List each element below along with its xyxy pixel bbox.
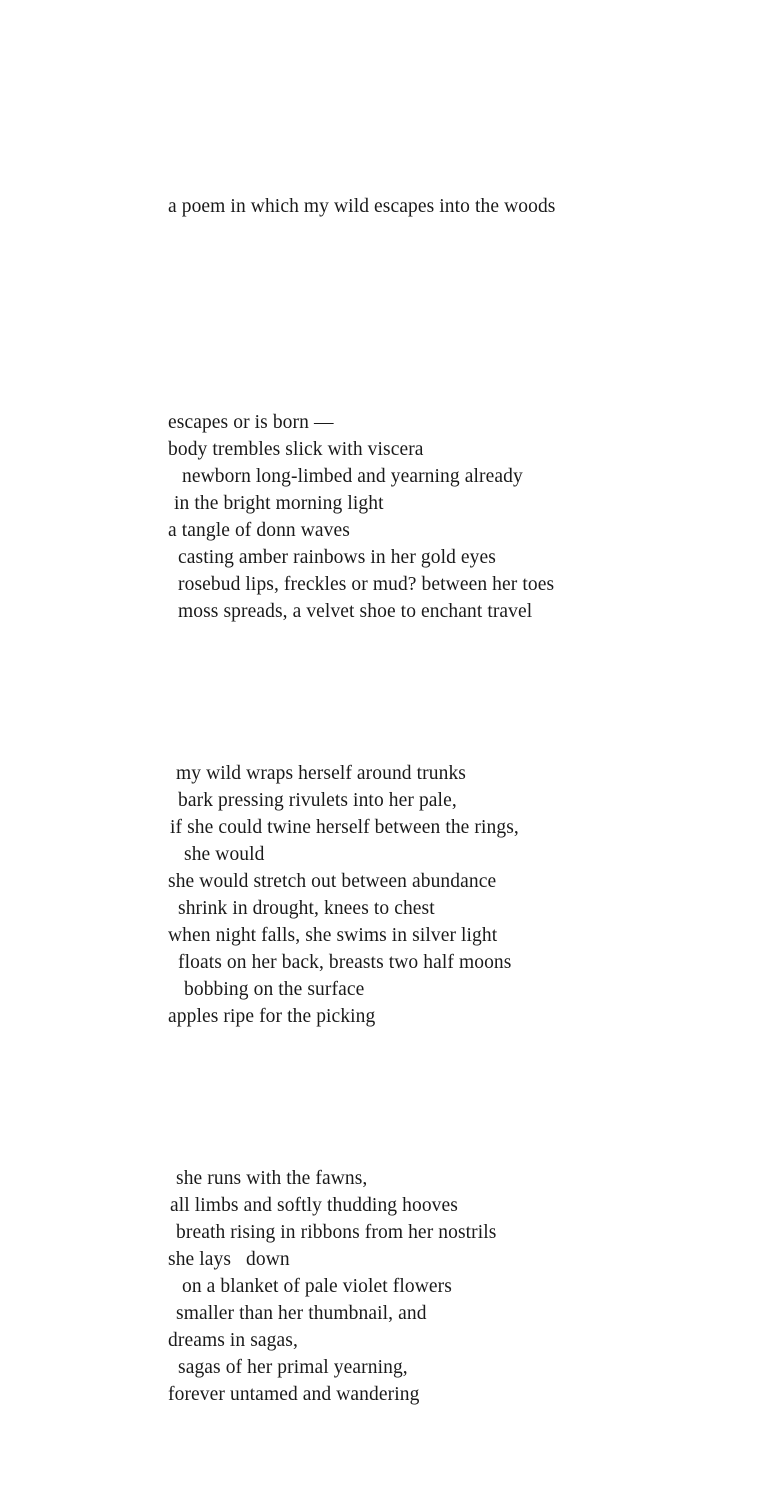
poem-line: sagas of her primal yearning, [178,1357,408,1378]
poem-line: escapes or is born — [168,412,334,433]
poem-title-line: a poem in which my wild escapes into the woods [168,196,556,217]
poem-line: body trembles slick with viscera [168,439,424,460]
stanza-gap-1 [168,679,768,706]
poem-line: on a blanket of pale violet flowers [182,1276,452,1297]
poem-line: newborn long-limbed and yearning already [182,466,523,487]
poem-line: dreams in sagas, [168,1330,298,1351]
poem-line: when night falls, she swims in silver light [168,925,498,946]
poem-line: if she could twine herself between the rings, [170,817,519,838]
poem-line: shrink in drought, knees to chest [178,898,435,919]
poem-line: floats on her back, breasts two half moons [178,952,512,973]
stanza-2 [168,760,768,1030]
poem-line: she runs with the fawns, [176,1168,368,1189]
poem-line: bobbing on the surface [184,979,365,1000]
poem-line: she lays down [168,1249,290,1270]
poem-line: bark pressing rivulets into her pale, [178,790,457,811]
poem-line: my wild wraps herself around trunks [176,763,466,784]
poem-line: moss spreads, a velvet shoe to enchant travel [178,601,533,622]
title-stanza-gap [168,301,768,328]
poem-line: she would [184,844,265,865]
poem-line: all limbs and softly thudding hooves [170,1195,458,1216]
stanza-1 [168,409,768,625]
stanza-gap-2 [168,1084,768,1111]
poem-line: a tangle of donn waves [168,520,350,541]
poem-line: casting amber rainbows in her gold eyes [178,547,496,568]
poem-line: in the bright morning light [174,493,384,514]
poem-line: she would stretch out between abundance [168,871,497,892]
poem-line: breath rising in ribbons from her nostrils [176,1222,497,1243]
poem-text [168,112,768,1489]
poem-line: rosebud lips, freckles or mud? between her toes [178,574,555,595]
stanza-3 [168,1165,768,1408]
poem-line: forever untamed and wandering [168,1384,420,1405]
poem-line: smaller than her thumbnail, and [176,1303,427,1324]
poem-line: apples ripe for the picking [168,1006,376,1027]
